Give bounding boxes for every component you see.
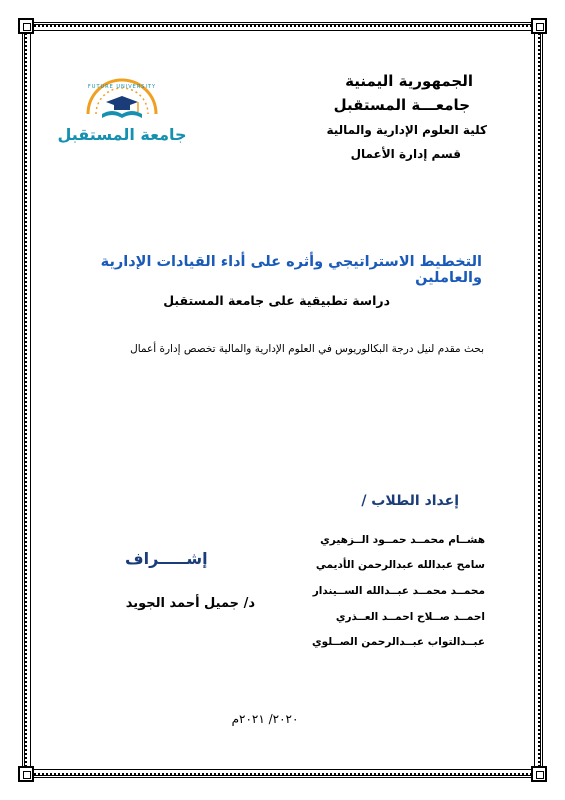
faculty-name: كلية العلوم الإدارية والمالية: [326, 123, 487, 137]
corner-ornament: [531, 766, 547, 782]
university-logo: [57, 68, 187, 148]
research-description: بحث مقدم لنيل درجة البكالوريوس في العلوم الإدارية والمالية تخصص إدارة أعمال: [130, 343, 484, 355]
corner-ornament: [531, 18, 547, 34]
department-name: قسم إدارة الأعمال: [350, 147, 461, 161]
supervision-heading: إشـــــراف: [125, 549, 208, 568]
corner-ornament: [18, 18, 34, 34]
logo-graphic: [57, 68, 187, 148]
student-name: هشــام محمــد حمــود الــزهيري: [320, 534, 485, 546]
university-name: جامعـــة المستقبل: [333, 96, 470, 114]
supervisor-name: د/ جميل أحمد الجويد: [125, 596, 255, 611]
logo-name: جامعة المستقبل: [57, 125, 187, 144]
student-name: سامح عبدالله عبدالرحمن الأديمي: [315, 559, 485, 571]
country-name: الجمهورية اليمنية: [345, 72, 473, 90]
academic-year: ٢٠٢٠/ ٢٠٢١م: [231, 712, 299, 726]
student-name: محمــد محمــد عبــدالله الســيندار: [312, 585, 485, 597]
students-heading: إعداد الطلاب /: [361, 493, 459, 509]
research-subtitle: دراسة تطبيقية على جامعة المستقبل: [163, 293, 390, 308]
student-name: احمــد صــلاح احمــد العــذري: [335, 611, 485, 623]
logo-arc-text: FUTURE UNIVERSITY: [87, 84, 157, 90]
research-title: التخطيط الاستراتيجي وأثره على أداء القيادات الإدارية والعاملين: [100, 254, 482, 286]
student-name: عبــدالتواب عبــدالرحمن الصــلوي: [312, 636, 485, 648]
corner-ornament: [18, 766, 34, 782]
